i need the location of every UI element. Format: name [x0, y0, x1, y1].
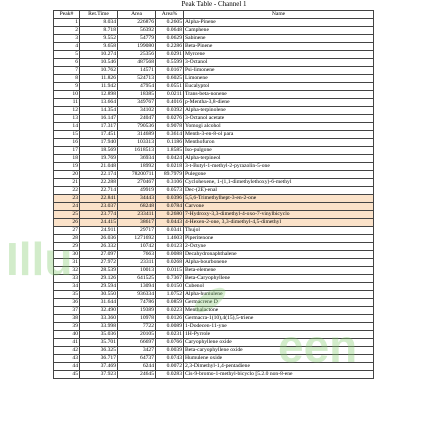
cell-peak-number: 12 [54, 107, 80, 115]
cell-name: Piperitenone [184, 235, 374, 243]
cell-area: 18385 [118, 91, 156, 99]
cell-ret-time: 14.354 [80, 107, 118, 115]
table-row [54, 75, 374, 83]
cell-name: Humulene oxide [184, 355, 374, 363]
cell-name: 5,5,6-Trimethylhept-3-en-2-one [184, 195, 374, 203]
cell-peak-number: 40 [54, 331, 80, 339]
cell-area-percent: 0.0291 [156, 51, 184, 59]
cell-name: Alpha-humulene [184, 291, 374, 299]
cell-name: Beta-caryophyllene oxide [184, 347, 374, 355]
cell-ret-time: 10.762 [80, 67, 118, 75]
cell-area-percent: 0.0123 [156, 243, 184, 251]
cell-area-percent: 0.0089 [156, 323, 184, 331]
cell-area-percent: 0.0629 [156, 35, 184, 43]
cell-peak-number: 9 [54, 83, 80, 91]
cell-area: 13094 [118, 283, 156, 291]
cell-ret-time: 11.942 [80, 83, 118, 91]
column-header-area-percent: Area% [156, 11, 184, 19]
table-row [54, 67, 374, 75]
cell-name: Cis-9-bromo-1-methyl-bicyclo [5.2.0 non-8-ene [184, 371, 374, 379]
cell-name: Pulegone [184, 171, 374, 179]
cell-peak-number: 3 [54, 35, 80, 43]
cell-ret-time: 24.415 [80, 219, 118, 227]
table-row [54, 363, 374, 371]
cell-peak-number: 26 [54, 219, 80, 227]
cell-area-percent: 0.0211 [156, 91, 184, 99]
table-row [54, 331, 374, 339]
cell-ret-time: 11.826 [80, 75, 118, 83]
cell-name: Menthalactone [184, 307, 374, 315]
cell-peak-number: 45 [54, 371, 80, 379]
cell-name: Decahydronaphthalene [184, 251, 374, 259]
cell-area: 25356 [118, 51, 156, 59]
cell-ret-time: 36.325 [80, 347, 118, 355]
cell-area: 23311 [118, 259, 156, 267]
table-row [54, 299, 374, 307]
cell-area: 270467 [118, 179, 156, 187]
cell-peak-number: 4 [54, 43, 80, 51]
cell-peak-number: 19 [54, 163, 80, 171]
cell-peak-number: 32 [54, 267, 80, 275]
cell-area-percent: 0.0088 [156, 251, 184, 259]
cell-ret-time: 27.972 [80, 259, 118, 267]
cell-ret-time: 30.550 [80, 291, 118, 299]
cell-name: 1-Dodecen-11-yne [184, 323, 374, 331]
cell-ret-time: 29.126 [80, 275, 118, 283]
cell-area-percent: 0.9078 [156, 123, 184, 131]
cell-area-percent: 1.4603 [156, 235, 184, 243]
cell-area: 20105 [118, 331, 156, 339]
cell-area-percent: 0.0392 [156, 107, 184, 115]
table-row [54, 27, 374, 35]
cell-name: 4-Hexen-2-one, 3,3-dimethyl-4,5-dimethyl [184, 219, 374, 227]
cell-name: Alpha-terpinolene [184, 107, 374, 115]
cell-area-percent: 0.0573 [156, 187, 184, 195]
cell-area-percent: 0.0115 [156, 267, 184, 275]
cell-area: 56392 [118, 27, 156, 35]
cell-area: 10978 [118, 315, 156, 323]
cell-area-percent: 0.0167 [156, 67, 184, 75]
cell-ret-time: 8.034 [80, 19, 118, 27]
cell-peak-number: 24 [54, 203, 80, 211]
table-row [54, 347, 374, 355]
cell-name: Alpha-Pinene [184, 19, 374, 27]
table-row [54, 43, 374, 51]
cell-area-percent: 0.0443 [156, 219, 184, 227]
cell-name: Myrcene [184, 51, 374, 59]
cell-peak-number: 17 [54, 147, 80, 155]
cell-name: Psi-limonene [184, 67, 374, 75]
cell-area-percent: 0.0223 [156, 307, 184, 315]
cell-ret-time: 23.774 [80, 211, 118, 219]
table-row [54, 195, 374, 203]
table-row [54, 211, 374, 219]
cell-name: Caryophyllene oxide [184, 339, 374, 347]
cell-area: 36934 [118, 155, 156, 163]
cell-area: 314689 [118, 131, 156, 139]
watermark-text-right: een [278, 320, 358, 372]
cell-area-percent: 0.3614 [156, 131, 184, 139]
cell-peak-number: 34 [54, 283, 80, 291]
cell-peak-number: 33 [54, 275, 80, 283]
table-row [54, 187, 374, 195]
table-row [54, 131, 374, 139]
table-row [54, 259, 374, 267]
cell-ret-time: 10.274 [80, 51, 118, 59]
cell-area: 103313 [118, 139, 156, 147]
cell-name: 3-Octanol [184, 59, 374, 67]
cell-area: 1618513 [118, 147, 156, 155]
cell-area: 6244 [118, 363, 156, 371]
cell-peak-number: 31 [54, 259, 80, 267]
cell-area: 3427 [118, 347, 156, 355]
column-header-area: Area [118, 11, 156, 19]
table-row [54, 59, 374, 67]
cell-ret-time: 27.097 [80, 251, 118, 259]
cell-peak-number: 5 [54, 51, 80, 59]
cell-name: Dec-(2E)-enal [184, 187, 374, 195]
cell-ret-time: 17.451 [80, 131, 118, 139]
cell-peak-number: 21 [54, 179, 80, 187]
table-row [54, 315, 374, 323]
cell-name: 7-Hydroxy-3,3-dimethyl-4-oxo-7-vinylbicyclo [184, 211, 374, 219]
cell-area: 14571 [118, 67, 156, 75]
cell-name: p-Mentha-3,8-diene [184, 99, 374, 107]
table-row [54, 91, 374, 99]
cell-area: 936334 [118, 291, 156, 299]
cell-area-percent: 0.0072 [156, 363, 184, 371]
cell-peak-number: 16 [54, 139, 80, 147]
cell-area-percent: 0.0218 [156, 163, 184, 171]
cell-area-percent: 0.0039 [156, 347, 184, 355]
cell-ret-time: 29.594 [80, 283, 118, 291]
cell-area: 24047 [118, 115, 156, 123]
cell-area: 7663 [118, 251, 156, 259]
cell-area-percent: 0.5599 [156, 59, 184, 67]
table-row [54, 275, 374, 283]
cell-ret-time: 23.037 [80, 203, 118, 211]
column-header-ret-time: Ret.Time [80, 11, 118, 19]
table-row [54, 163, 374, 171]
cell-name: Alpha-terpineol [184, 155, 374, 163]
table-body [54, 19, 374, 379]
cell-ret-time: 17.940 [80, 139, 118, 147]
cell-ret-time: 31.644 [80, 299, 118, 307]
cell-area-percent: 0.7367 [156, 275, 184, 283]
cell-area: 18992 [118, 163, 156, 171]
cell-area: 47954 [118, 83, 156, 91]
cell-name: Beta-elemene [184, 267, 374, 275]
cell-peak-number: 8 [54, 75, 80, 83]
cell-ret-time: 21.048 [80, 163, 118, 171]
cell-area-percent: 0.0784 [156, 203, 184, 211]
cell-ret-time: 9.552 [80, 35, 118, 43]
cell-ret-time: 22.714 [80, 187, 118, 195]
cell-area: 38617 [118, 219, 156, 227]
cell-area-percent: 1.0752 [156, 291, 184, 299]
cell-area-percent: 0.0743 [156, 355, 184, 363]
cell-area-percent: 0.0396 [156, 195, 184, 203]
table-row [54, 267, 374, 275]
cell-peak-number: 14 [54, 123, 80, 131]
cell-name: 1H-Pyrrole [184, 331, 374, 339]
cell-name: 2-Octyne [184, 243, 374, 251]
cell-area: 49919 [118, 187, 156, 195]
cell-name: Germacrene D [184, 299, 374, 307]
table-row [54, 291, 374, 299]
cell-name: Iso-pulgone [184, 147, 374, 155]
cell-area-percent: 0.0424 [156, 155, 184, 163]
cell-area-percent: 0.0551 [156, 83, 184, 91]
cell-name: Yomogi alcohol [184, 123, 374, 131]
cell-peak-number: 38 [54, 315, 80, 323]
table-row [54, 107, 374, 115]
cell-ret-time: 9.658 [80, 43, 118, 51]
cell-area: 19389 [118, 307, 156, 315]
cell-area-percent: 0.0341 [156, 227, 184, 235]
cell-name: Carvone [184, 203, 374, 211]
cell-name: Eucalyptol [184, 83, 374, 91]
cell-peak-number: 28 [54, 235, 80, 243]
cell-name: Menthofuron [184, 139, 374, 147]
cell-area: 68248 [118, 203, 156, 211]
table-row [54, 283, 374, 291]
cell-area-percent: 0.1186 [156, 139, 184, 147]
cell-name: 2,3-Dimethyl-1,4-pentadiene [184, 363, 374, 371]
cell-name: Menth-3-en-8-ol para [184, 131, 374, 139]
cell-ret-time: 16.147 [80, 115, 118, 123]
page-title: Peak Table - Channel 1 [181, 0, 247, 8]
cell-area-percent: 0.0231 [156, 331, 184, 339]
cell-peak-number: 15 [54, 131, 80, 139]
cell-area-percent: 0.2680 [156, 211, 184, 219]
cell-area: 34443 [118, 195, 156, 203]
cell-area: 66697 [118, 339, 156, 347]
cell-area-percent: 0.0766 [156, 339, 184, 347]
table-row [54, 115, 374, 123]
table-row [54, 171, 374, 179]
cell-area: 54779 [118, 35, 156, 43]
cell-peak-number: 7 [54, 67, 80, 75]
cell-peak-number: 6 [54, 59, 80, 67]
cell-ret-time: 22.174 [80, 171, 118, 179]
table-row [54, 83, 374, 91]
cell-ret-time: 33.360 [80, 315, 118, 323]
cell-peak-number: 18 [54, 155, 80, 163]
table-row [54, 35, 374, 43]
cell-area: 1271692 [118, 235, 156, 243]
cell-peak-number: 2 [54, 27, 80, 35]
cell-ret-time: 32.490 [80, 307, 118, 315]
cell-ret-time: 35.036 [80, 331, 118, 339]
peak-table [53, 10, 374, 379]
table-row [54, 99, 374, 107]
cell-name: Sabinene [184, 35, 374, 43]
cell-name: Limonene [184, 75, 374, 83]
cell-ret-time: 26.036 [80, 235, 118, 243]
cell-area: 641525 [118, 275, 156, 283]
cell-ret-time: 17.317 [80, 123, 118, 131]
cell-peak-number: 30 [54, 251, 80, 259]
cell-area: 10742 [118, 243, 156, 251]
cell-area-percent: 0.6025 [156, 75, 184, 83]
table-row [54, 139, 374, 147]
column-header-name: Name [184, 11, 374, 19]
cell-area-percent: 0.0126 [156, 315, 184, 323]
cell-ret-time: 33.998 [80, 323, 118, 331]
table-row [54, 243, 374, 251]
cell-peak-number: 42 [54, 347, 80, 355]
table-row [54, 147, 374, 155]
cell-name: 3-Octanol acetate [184, 115, 374, 123]
cell-name: Beta-Pinene [184, 43, 374, 51]
cell-peak-number: 39 [54, 323, 80, 331]
table-row [54, 227, 374, 235]
cell-area-percent: 0.2286 [156, 43, 184, 51]
cell-area-percent: 0.2605 [156, 19, 184, 27]
cell-ret-time: 26.332 [80, 243, 118, 251]
cell-peak-number: 36 [54, 299, 80, 307]
table-row [54, 307, 374, 315]
cell-ret-time: 8.718 [80, 27, 118, 35]
table-row [54, 51, 374, 59]
cell-area-percent: 0.0859 [156, 299, 184, 307]
cell-ret-time: 18.569 [80, 147, 118, 155]
cell-area-percent: 0.0276 [156, 115, 184, 123]
cell-area: 524713 [118, 75, 156, 83]
cell-ret-time: 35.701 [80, 339, 118, 347]
table-row [54, 155, 374, 163]
table-row [54, 179, 374, 187]
table-row [54, 235, 374, 243]
cell-area: 10013 [118, 267, 156, 275]
cell-area: 24645 [118, 371, 156, 379]
cell-area-percent: 89.7979 [156, 171, 184, 179]
cell-name: Cubenol [184, 283, 374, 291]
cell-name: Cyclohexene, 1-(1,1-dimethylethoxy)-6-methyl [184, 179, 374, 187]
cell-area: 7722 [118, 323, 156, 331]
table-row [54, 251, 374, 259]
table-row [54, 355, 374, 363]
cell-ret-time: 12.898 [80, 91, 118, 99]
cell-area-percent: 0.0268 [156, 259, 184, 267]
cell-ret-time: 10.546 [80, 59, 118, 67]
table-row [54, 339, 374, 347]
cell-ret-time: 36.717 [80, 355, 118, 363]
column-header-peak: Peak# [54, 11, 80, 19]
table-header-row [54, 11, 374, 19]
cell-area-percent: 0.0150 [156, 283, 184, 291]
cell-peak-number: 37 [54, 307, 80, 315]
cell-peak-number: 43 [54, 355, 80, 363]
cell-ret-time: 28.539 [80, 267, 118, 275]
cell-ret-time: 19.769 [80, 155, 118, 163]
cell-name: Camphene [184, 27, 374, 35]
cell-peak-number: 1 [54, 19, 80, 27]
cell-peak-number: 13 [54, 115, 80, 123]
cell-peak-number: 41 [54, 339, 80, 347]
cell-peak-number: 10 [54, 91, 80, 99]
table-row [54, 19, 374, 27]
cell-name: Thujol [184, 227, 374, 235]
cell-area: 349767 [118, 99, 156, 107]
cell-peak-number: 35 [54, 291, 80, 299]
cell-area: 226876 [118, 19, 156, 27]
table-row [54, 203, 374, 211]
watermark-text-left: Illu [6, 233, 73, 285]
table-row [54, 219, 374, 227]
cell-peak-number: 44 [54, 363, 80, 371]
cell-peak-number: 11 [54, 99, 80, 107]
cell-name: Germacra-1(10),4(15),5-triene [184, 315, 374, 323]
cell-peak-number: 20 [54, 171, 80, 179]
cell-peak-number: 29 [54, 243, 80, 251]
cell-ret-time: 22.841 [80, 195, 118, 203]
table-row [54, 123, 374, 131]
cell-area-percent: 1.8585 [156, 147, 184, 155]
cell-area: 199080 [118, 43, 156, 51]
cell-area-percent: 0.3106 [156, 179, 184, 187]
cell-ret-time: 37.923 [80, 371, 118, 379]
cell-peak-number: 22 [54, 187, 80, 195]
cell-ret-time: 22.288 [80, 179, 118, 187]
cell-ret-time: 13.664 [80, 99, 118, 107]
cell-area: 74786 [118, 299, 156, 307]
cell-peak-number: 27 [54, 227, 80, 235]
cell-name: Beta-Caryophyllene [184, 275, 374, 283]
cell-area-percent: 0.4016 [156, 99, 184, 107]
cell-ret-time: 24.911 [80, 227, 118, 235]
cell-area: 64737 [118, 355, 156, 363]
table-row [54, 371, 374, 379]
cell-area: 790536 [118, 123, 156, 131]
cell-name: 3-t-Butyl-1-methyl-2-pyrazolin-5-one [184, 163, 374, 171]
cell-peak-number: 25 [54, 211, 80, 219]
cell-ret-time: 37.469 [80, 363, 118, 371]
cell-area: 78200711 [118, 171, 156, 179]
cell-name: Trans-beta-nonene [184, 91, 374, 99]
table-row [54, 323, 374, 331]
cell-peak-number: 23 [54, 195, 80, 203]
cell-area-percent: 0.0283 [156, 371, 184, 379]
cell-area: 233411 [118, 211, 156, 219]
cell-area: 29717 [118, 227, 156, 235]
cell-area-percent: 0.0648 [156, 27, 184, 35]
cell-area: 34102 [118, 107, 156, 115]
cell-area: 487568 [118, 59, 156, 67]
cell-name: Alpha-bourbonene [184, 259, 374, 267]
